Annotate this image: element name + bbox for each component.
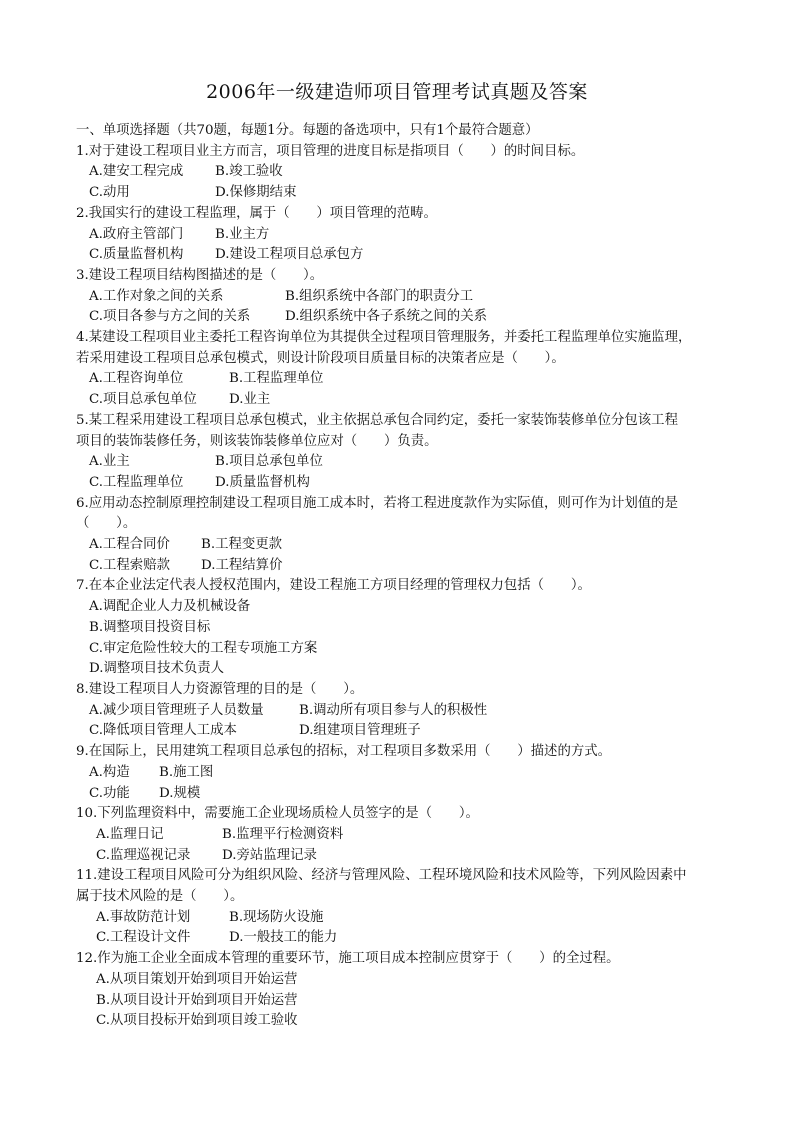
question-stem: 1.对于建设工程项目业主方而言，项目管理的进度目标是指项目（ ）的时间目标。 bbox=[76, 143, 585, 159]
option-row bbox=[76, 452, 726, 473]
question-stem: 12.作为施工企业全面成本管理的重要环节，施工项目成本控制应贯穿于（ ）的全过程。 bbox=[76, 951, 620, 967]
question-stem: 若采用建设工程项目总承包模式，则设计阶段项目质量目标的决策者应是（ ）。 bbox=[76, 350, 565, 366]
option-text: A.监理日记 bbox=[96, 826, 164, 842]
option-text: C.降低项目管理人工成本 bbox=[89, 723, 237, 739]
option-row bbox=[76, 846, 726, 867]
option-row bbox=[76, 369, 726, 390]
option-text: B.调动所有项目参与人的积极性 bbox=[299, 702, 488, 718]
option-text: D.组织系统中各子系统之间的关系 bbox=[285, 309, 487, 325]
option-text: C.动用 bbox=[89, 185, 130, 201]
question-item bbox=[76, 266, 726, 328]
option-text: D.业主 bbox=[229, 392, 271, 408]
question-stem: 3.建设工程项目结构图描述的是（ ）。 bbox=[76, 267, 324, 283]
option-text: A.调配企业人力及机械设备 bbox=[89, 599, 251, 615]
option-text: A.工程合同价 bbox=[89, 537, 170, 553]
question-item bbox=[76, 494, 726, 577]
question-stem: 项目的装饰装修任务，则该装饰装修单位应对（ ）负责。 bbox=[76, 433, 438, 449]
option-row bbox=[76, 287, 726, 308]
option-text: B.业主方 bbox=[215, 226, 270, 242]
question-item bbox=[76, 411, 726, 494]
question-item bbox=[76, 949, 726, 1032]
question-item bbox=[76, 576, 726, 680]
option-row bbox=[76, 473, 726, 494]
document-title: 2006年一级建造师项目管理考试真题及答案 bbox=[206, 81, 588, 103]
option-text: C.项目总承包单位 bbox=[89, 392, 197, 408]
option-text: D.一般技工的能力 bbox=[229, 930, 338, 946]
option-text: D.组建项目管理班子 bbox=[299, 723, 421, 739]
option-text: A.事故防范计划 bbox=[96, 909, 191, 925]
option-text: A.构造 bbox=[89, 764, 130, 780]
option-text: B.组织系统中各部门的职责分工 bbox=[285, 288, 474, 304]
option-row bbox=[76, 183, 726, 204]
option-text: B.工程监理单位 bbox=[229, 371, 324, 387]
option-text: B.从项目设计开始到项目开始运营 bbox=[96, 992, 298, 1008]
option-row bbox=[76, 556, 726, 577]
option-text: B.现场防火设施 bbox=[229, 909, 324, 925]
option-text: C.功能 bbox=[89, 785, 130, 801]
option-text: C.工程设计文件 bbox=[96, 930, 191, 946]
option-text: B.项目总承包单位 bbox=[215, 454, 323, 470]
option-text: D.工程结算价 bbox=[201, 557, 283, 573]
option-text: B.施工图 bbox=[159, 764, 214, 780]
question-stem: 6.应用动态控制原理控制建设工程项目施工成本时，若将工程进度款作为实际值，则可作为计划值的是 bbox=[76, 495, 678, 511]
question-stem: 2.我国实行的建设工程监理，属于（ ）项目管理的范畴。 bbox=[76, 205, 437, 221]
question-item bbox=[76, 204, 726, 266]
option-row bbox=[76, 784, 726, 805]
option-row bbox=[76, 928, 726, 949]
section-heading: 一、单项选择题（共70题，每题1分。每题的备选项中，只有1个最符合题意） bbox=[76, 123, 539, 138]
question-stem: 10.下列监理资料中，需要施工企业现场质检人员签字的是（ ）。 bbox=[76, 806, 479, 822]
option-text: B.监理平行检测资料 bbox=[222, 826, 344, 842]
option-text: C.监理巡视记录 bbox=[96, 847, 191, 863]
option-text: A.业主 bbox=[89, 454, 130, 470]
option-text: C.质量监督机构 bbox=[89, 247, 184, 263]
option-row bbox=[76, 390, 726, 411]
option-row bbox=[76, 825, 726, 846]
question-stem: （ ）。 bbox=[76, 516, 137, 532]
question-item bbox=[76, 866, 726, 949]
option-text: C.审定危险性较大的工程专项施工方案 bbox=[89, 640, 318, 656]
option-text: D.建设工程项目总承包方 bbox=[215, 247, 364, 263]
option-row bbox=[76, 535, 726, 556]
question-stem: 9.在国际上，民用建筑工程项目总承包的招标，对工程项目多数采用（ ）描述的方式。 bbox=[76, 744, 612, 760]
option-row bbox=[76, 307, 726, 328]
option-text: C.工程索赔款 bbox=[89, 557, 170, 573]
option-text: A.工程咨询单位 bbox=[89, 371, 184, 387]
question-stem: 8.建设工程项目人力资源管理的目的是（ ）。 bbox=[76, 681, 364, 697]
option-row bbox=[76, 721, 726, 742]
option-text: B.竣工验收 bbox=[215, 164, 283, 180]
option-text: A.政府主管部门 bbox=[89, 226, 184, 242]
question-item bbox=[76, 142, 726, 204]
option-text: D.调整项目技术负责人 bbox=[89, 661, 225, 677]
question-stem: 4.某建设工程项目业主委托工程咨询单位为其提供全过程项目管理服务，并委托工程监理单位实施监理， bbox=[76, 330, 692, 346]
option-text: D.质量监督机构 bbox=[215, 474, 310, 490]
option-text: B.调整项目投资目标 bbox=[89, 619, 211, 635]
question-item bbox=[76, 804, 726, 866]
question-stem: 7.在本企业法定代表人授权范围内，建设工程施工方项目经理的管理权力包括（ ）。 bbox=[76, 578, 591, 594]
option-row bbox=[76, 908, 726, 929]
option-text: A.建安工程完成 bbox=[89, 164, 184, 180]
question-item bbox=[76, 328, 726, 411]
option-text: B.工程变更款 bbox=[201, 537, 283, 553]
question-stem: 属于技术风险的是（ ）。 bbox=[76, 889, 244, 905]
option-text: C.工程监理单位 bbox=[89, 474, 184, 490]
question-item bbox=[76, 680, 726, 742]
option-row bbox=[76, 245, 726, 266]
option-text: A.从项目策划开始到项目开始运营 bbox=[96, 971, 298, 987]
option-row bbox=[76, 763, 726, 784]
option-row bbox=[76, 162, 726, 183]
option-row bbox=[76, 701, 726, 722]
option-text: D.旁站监理记录 bbox=[222, 847, 317, 863]
option-text: A.工作对象之间的关系 bbox=[89, 288, 224, 304]
question-item bbox=[76, 742, 726, 804]
option-text: C.项目各参与方之间的关系 bbox=[89, 309, 251, 325]
option-text: C.从项目投标开始到项目竣工验收 bbox=[96, 1013, 298, 1029]
option-text: D.保修期结束 bbox=[215, 185, 297, 201]
question-list bbox=[76, 121, 726, 1032]
option-row bbox=[76, 225, 726, 246]
question-stem: 11.建设工程项目风险可分为组织风险、经济与管理风险、工程环境风险和技术风险等，下列风险因素中 bbox=[76, 868, 687, 884]
option-text: D.规模 bbox=[159, 785, 201, 801]
option-text: A.减少项目管理班子人员数量 bbox=[89, 702, 264, 718]
question-stem: 5.某工程采用建设工程项目总承包模式，业主依据总承包合同约定，委托一家装饰装修单位分包该工程 bbox=[76, 412, 678, 428]
